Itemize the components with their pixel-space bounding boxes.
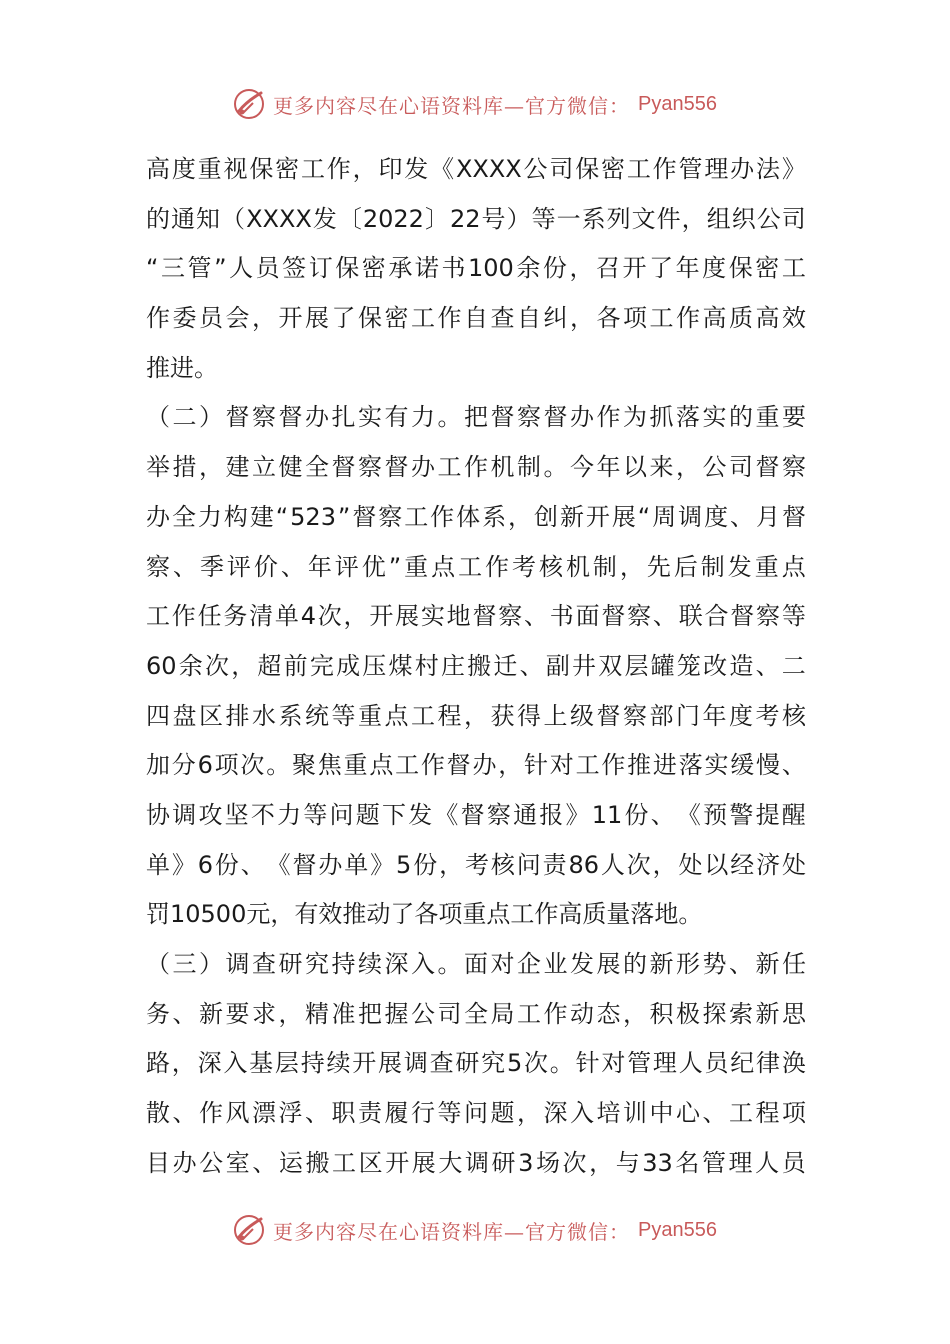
text-line: 协 调 攻 坚 不 力 等 问 题 下 发 《 督 察 通 报 》 11 份 、 《 预 警 提 醒 [146,800,806,829]
text-line: 四 盘 区 排 水 系 统 等 重 点 工 程 ， 获 得 上 级 督 察 部 门 年 度 考 核 [146,701,806,730]
text-line: 单 》 6 份 、 《 督 办 单 》 5 份 ， 考 核 问 责 86 人 次 ， 处 以 经 济 处 [146,850,806,879]
text-line: 作 委 员 会 ， 开 展 了 保 密 工 作 自 查 自 纠 ， 各 项 工 作 高 质 高 效 [146,304,806,333]
text-line: 工 作 任 务 清 单 4 次 ， 开 展 实 地 督 察 、 书 面 督 察 、 联 合 督 察 等 [146,602,806,631]
text-line: 路 ， 深 入 基 层 持 续 开 展 调 查 研 究 5 次 。 针 对 管 理 人 员 纪 律 涣 [146,1049,806,1078]
text-line: 目 办 公 室 、 运 搬 工 区 开 展 大 调 研 3 场 次 ， 与 33 名 管 理 人 员 [146,1148,806,1177]
text-line: 举 措 ， 建 立 健 全 督 察 督 办 工 作 机 制 。 今 年 以 来 ， 公 司 督 察 [146,453,806,482]
text-line: 60 余 次 ， 超 前 完 成 压 煤 村 庄 搬 迁 、 副 井 双 层 罐 笼 改 造 、 二 [146,651,806,680]
text-line: 高 度 重 视 保 密 工 作 ， 印 发 《 XXXX 公 司 保 密 工 作 管 理 办 法 》 [146,155,806,183]
watermark-text: 更多内容尽在心语资料库—官方微信： [273,1219,631,1244]
text-line: 加 分 6 项 次 。 聚 焦 重 点 工 作 督 办 ， 针 对 工 作 推 进 落 实 缓 慢 、 [146,751,806,780]
text-line: 推 进 。 [146,353,218,382]
text-line: 察 、 季 评 价 、 年 评 优 ” 重 点 工 作 考 核 机 制 ， 先 后 制 发 重 点 [146,552,806,581]
text-line: 的 通 知 （ XXXX 发 〔 2022 〕 22 号 ） 等 一 系 列 文 件 ， 组 织 公 司 [146,204,806,233]
document-body [146,145,806,1188]
text-line: 散 、 作 风 漂 浮 、 职 责 履 行 等 问 题 ， 深 入 培 训 中 心 、 工 程 项 [146,1099,806,1128]
text-line: 罚 10500 元 ， 有 效 推 动 了 各 项 重 点 工 作 高 质 量 落 地 。 [146,900,703,929]
text-line: （ 二 ） 督 察 督 办 扎 实 有 力 。 把 督 察 督 办 作 为 抓 落 实 的 重 要 [146,403,806,432]
text-line: 办 全 力 构 建 “ 523 ” 督 察 工 作 体 系 ， 创 新 开 展 “ 周 调 度 、 月 督 [146,502,806,531]
watermark-wechat-id: Pyan556 [638,1218,717,1241]
watermark-wechat-id: Pyan556 [638,92,717,115]
pen-logo-icon [233,1213,267,1247]
header-watermark [0,84,950,124]
watermark-text: 更多内容尽在心语资料库—官方微信： [273,93,631,118]
text-line: （ 三 ） 调 查 研 究 持 续 深 入 。 面 对 企 业 发 展 的 新 形 势 、 新 任 [146,950,806,978]
pen-logo-icon [233,87,267,121]
text-line: 务 、 新 要 求 ， 精 准 把 握 公 司 全 局 工 作 动 态 ， 积 极 探 索 新 思 [146,999,806,1028]
text-line: “ 三 管 ” 人 员 签 订 保 密 承 诺 书 100 余 份 ， 召 开 了 年 度 保 密 工 [146,254,806,283]
footer-watermark [0,1210,950,1250]
